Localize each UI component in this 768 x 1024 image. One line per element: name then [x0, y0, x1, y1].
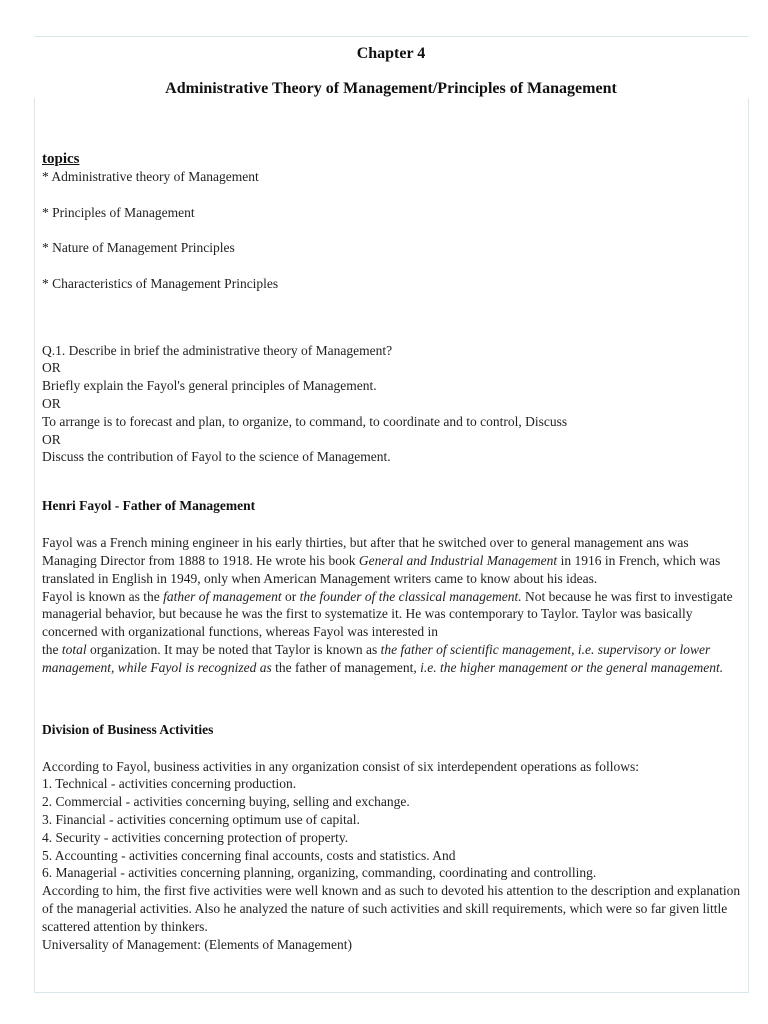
document-body: [42, 150, 742, 953]
topic-item: * Characteristics of Management Principles: [42, 275, 279, 291]
topic-item: * Administrative theory of Management: [42, 169, 259, 184]
question-line: Briefly explain the Fayol's general principles of Management.: [42, 378, 377, 394]
list-item: 1. Technical - activities concerning production.: [42, 776, 297, 792]
question-or: OR: [42, 431, 61, 447]
book-title: General and Industrial Management: [358, 552, 558, 568]
list-item: 3. Financial - activities concerning optimum use of capital.: [42, 811, 360, 827]
question-line: Discuss the contribution of Fayol to the science of Management.: [42, 449, 391, 465]
topic-item: * Principles of Management: [42, 204, 195, 220]
chapter-title: Administrative Theory of Management/Principles of Management: [165, 80, 617, 97]
division-conclusion: According to him, the first five activities were well known and as such to devoted his attention to the description and explanation of the managerial activities. Also he analyzed the nature of such activities and skill requirements, which were so far given little scattered attention by thinkers.: [42, 883, 741, 934]
list-item: 6. Managerial - activities concerning planning, organizing, commanding, coordinating and controlling.: [42, 865, 597, 881]
topic-item: * Nature of Management Principles: [42, 240, 235, 256]
question-line: To arrange is to forecast and plan, to organize, to command, to coordinate and to control, Discuss: [42, 413, 568, 429]
fayol-paragraph-3: the total organization. It may be noted that Taylor is known as the father of scientific management, i.e. supervisory or lower management, while Fayol is recognized as the father of management, i.e. the higher management or the general management.: [42, 641, 724, 675]
question-or: OR: [42, 395, 61, 411]
list-item: 2. Commercial - activities concerning buying, selling and exchange.: [42, 794, 410, 810]
division-intro: According to Fayol, business activities in any organization consist of six interdependent operations as follows:: [42, 758, 640, 774]
fayol-paragraph-2: Fayol is known as the father of management or the founder of the classical management. Not because he was first to investigate managerial behavior, but because he was the first to systematize it. He was contemporary to Taylor. Taylor was basically concerned with organizational functions, whereas Fayol was interested in: [42, 588, 733, 640]
list-item: 5. Accounting - activities concerning final accounts, costs and statistics. And: [42, 847, 456, 863]
topics-heading: topics: [42, 151, 80, 167]
section-heading-division: Division of Business Activities: [42, 721, 214, 737]
section-heading-fayol: Henri Fayol - Father of Management: [42, 498, 256, 514]
question-or: OR: [42, 360, 61, 376]
fayol-paragraph-1: Fayol was a French mining engineer in his early thirties, but after that he switched over to general management ans was Managing Director from 1888 to 1918. He wrote his book General and Industrial Management in 1916 in French, which was translated in English in 1949, only when American Management writers came to know about his ideas.: [42, 535, 721, 586]
question-line: Q.1. Describe in brief the administrative theory of Management?: [42, 342, 393, 358]
list-item: 4. Security - activities concerning protection of property.: [42, 829, 349, 845]
top-rule: [34, 36, 748, 37]
universality-line: Universality of Management: (Elements of Management): [42, 936, 353, 952]
chapter-heading: Chapter 4: [356, 45, 426, 62]
